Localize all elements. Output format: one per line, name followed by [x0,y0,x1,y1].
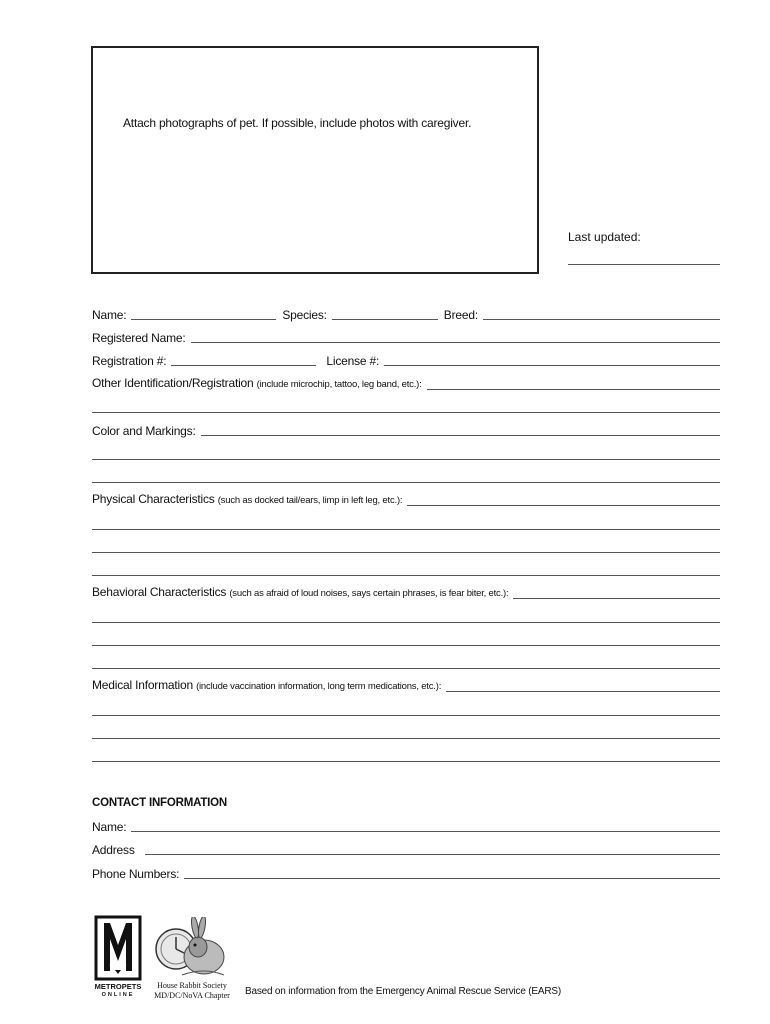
hrs-name-line2: MD/DC/NoVA Chapter [154,991,230,1000]
contact-name-row [92,818,720,834]
physical-blank-line[interactable] [92,552,720,553]
color-markings-field[interactable] [201,435,720,436]
color-markings-blank-line[interactable] [92,482,720,483]
behavioral-blank-line[interactable] [92,645,720,646]
other-id-label [92,376,427,392]
medical-blank-line[interactable] [92,715,720,716]
contact-phone-label: Phone Numbers: [92,867,180,881]
physical-title: Physical Characteristics [92,492,215,506]
license-no-label: License #: [326,354,380,368]
contact-phone-row [92,865,720,881]
medical-hint: (include vaccination information, long term medications, etc.): [196,681,442,692]
medical-row [92,678,720,694]
hrs-name [152,981,232,1001]
pet-name-label: Name: [92,308,127,322]
physical-row [92,492,720,508]
medical-field[interactable] [446,691,720,692]
physical-hint: (such as docked tail/ears, limp in left leg, etc.): [217,495,403,506]
pet-name-row [92,306,720,322]
physical-label [92,492,407,508]
contact-name-field[interactable] [131,831,720,832]
breed-field[interactable] [483,319,720,320]
last-updated-label: Last updated: [568,230,641,244]
registered-name-row [92,329,720,345]
photo-instruction: Attach photographs of pet. If possible, include photos with caregiver. [123,116,472,130]
contact-address-label: Address [92,843,135,857]
color-markings-label: Color and Markings: [92,424,196,438]
behavioral-hint: (such as afraid of loud noises, says certain phrases, is fear biter, etc.): [229,588,509,599]
behavioral-blank-line[interactable] [92,622,720,623]
behavioral-field[interactable] [513,598,720,599]
metropets-name: METROPETS [94,982,142,991]
medical-label [92,678,446,694]
other-id-row [92,376,720,392]
registration-no-label: Registration #: [92,354,167,368]
other-id-blank-line[interactable] [92,412,720,413]
behavioral-row [92,585,720,601]
registered-name-label: Registered Name: [92,331,186,345]
species-field[interactable] [332,319,438,320]
other-id-title: Other Identification/Registration [92,376,254,390]
color-markings-row [92,422,720,438]
photo-attachment-box [91,46,539,274]
physical-field[interactable] [407,505,720,506]
contact-address-row [92,841,720,857]
contact-address-field[interactable] [145,854,720,855]
medical-blank-line[interactable] [92,761,720,762]
house-rabbit-society-logo-icon [152,917,228,979]
hrs-name-line1: House Rabbit Society [157,981,227,990]
behavioral-blank-line[interactable] [92,668,720,669]
physical-blank-line[interactable] [92,575,720,576]
medical-title: Medical Information [92,678,193,692]
other-id-field[interactable] [427,389,720,390]
species-label: Species: [282,308,327,322]
credit-text: Based on information from the Emergency Animal Rescue Service (EARS) [245,986,561,997]
color-markings-blank-line[interactable] [92,459,720,460]
behavioral-title: Behavioral Characteristics [92,585,227,599]
contact-heading: CONTACT INFORMATION [92,797,228,809]
license-no-field[interactable] [384,365,720,366]
contact-phone-field[interactable] [184,878,720,879]
registered-name-field[interactable] [191,342,720,343]
pet-name-field[interactable] [131,319,276,320]
medical-blank-line[interactable] [92,738,720,739]
breed-label: Breed: [443,308,478,322]
registration-no-field[interactable] [171,365,316,366]
last-updated-field[interactable] [568,264,720,265]
registration-row [92,352,720,368]
metropets-sub: ONLINE [101,992,135,998]
physical-blank-line[interactable] [92,529,720,530]
other-id-hint: (include microchip, tattoo, leg band, etc.): [256,379,422,390]
behavioral-label [92,585,513,601]
contact-name-label: Name: [92,820,127,834]
